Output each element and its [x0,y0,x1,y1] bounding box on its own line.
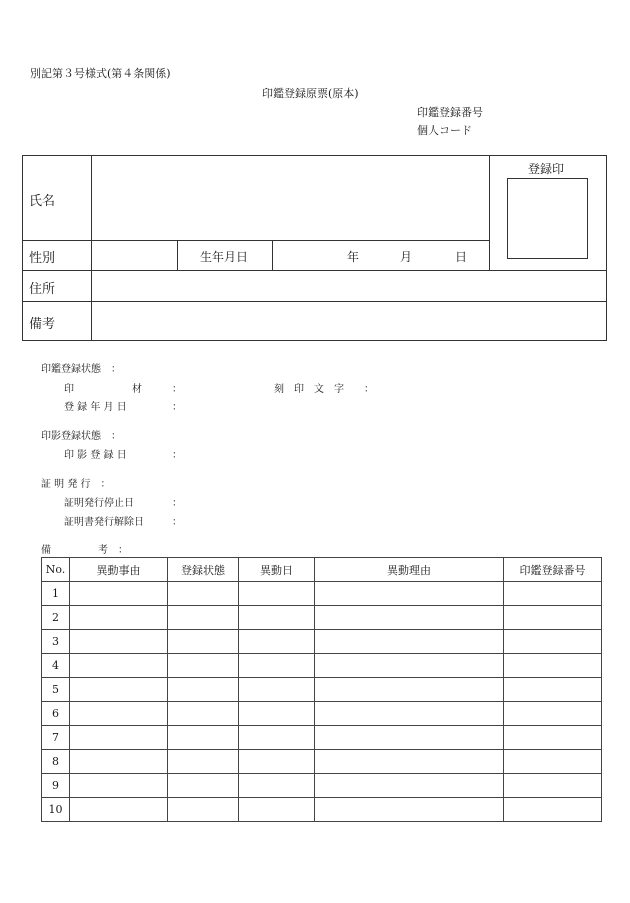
row-number: 4 [42,654,70,678]
seal-status-heading: 印鑑登録状態 ： [41,364,121,375]
table-cell[interactable] [70,726,168,750]
registration-date-colon: ： [172,402,182,413]
table-cell[interactable] [70,702,168,726]
table-cell[interactable] [315,702,504,726]
registration-form [22,155,607,341]
table-cell[interactable] [168,582,239,606]
certificate-stop-label: 証明発行停止日 [64,498,134,509]
table-cell[interactable] [315,798,504,822]
table-cell[interactable] [315,750,504,774]
table-cell[interactable] [168,726,239,750]
table-cell[interactable] [239,630,315,654]
row-number: 7 [42,726,70,750]
table-body [42,582,602,822]
table-row [42,702,602,726]
table-cell[interactable] [239,606,315,630]
table-cell[interactable] [70,630,168,654]
seal-box [507,178,588,259]
table-cell[interactable] [315,606,504,630]
table-cell[interactable] [504,654,602,678]
table-cell[interactable] [168,678,239,702]
table-cell[interactable] [239,582,315,606]
row-number: 1 [42,582,70,606]
table-cell[interactable] [168,630,239,654]
table-cell[interactable] [168,750,239,774]
address-field[interactable] [92,271,606,301]
row-number: 2 [42,606,70,630]
column-header-reason-type: 異動事由 [70,558,168,582]
table-cell[interactable] [504,726,602,750]
table-cell[interactable] [315,654,504,678]
impression-status-heading: 印影登録状態 ： [41,431,121,442]
row-number: 5 [42,678,70,702]
certificate-release-colon: ： [172,517,182,528]
table-cell[interactable] [239,798,315,822]
change-history-table [41,557,602,822]
table-cell[interactable] [239,654,315,678]
column-header-reason: 異動理由 [315,558,504,582]
table-cell[interactable] [504,750,602,774]
year-label: 年 [347,250,360,264]
table-row [42,678,602,702]
table-row [42,726,602,750]
form-reference: 別記第３号様式(第４条関係) [30,67,171,80]
table-cell[interactable] [239,750,315,774]
row-number: 10 [42,798,70,822]
remarks-field[interactable] [92,302,606,340]
address-label: 住所 [29,282,56,297]
table-cell[interactable] [504,678,602,702]
certificate-heading: 証 明 発 行 ： [41,479,111,490]
table-cell[interactable] [168,774,239,798]
registration-date-label: 登 録 年 月 日 [64,402,127,413]
table-header-row [42,558,602,582]
table-cell[interactable] [70,654,168,678]
row-number: 6 [42,702,70,726]
table-row [42,774,602,798]
row-number: 3 [42,630,70,654]
personal-code-label: 個人コード [417,124,472,137]
table-cell[interactable] [168,654,239,678]
table-cell[interactable] [70,798,168,822]
impression-date-colon: ： [172,450,182,461]
table-row [42,798,602,822]
month-label: 月 [400,250,413,264]
page-title: 印鑑登録原票(原本) [262,87,359,100]
table-cell[interactable] [70,678,168,702]
impression-date-label: 印 影 登 録 日 [64,450,127,461]
table-cell[interactable] [70,582,168,606]
table-cell[interactable] [239,726,315,750]
table-cell[interactable] [504,702,602,726]
registered-seal-label: 登録印 [528,162,565,176]
table-row [42,630,602,654]
material-label-1: 印 [64,384,74,395]
table-cell[interactable] [315,774,504,798]
table-cell[interactable] [315,678,504,702]
table-cell[interactable] [168,606,239,630]
sex-label: 性別 [29,251,56,266]
column-header-status: 登録状態 [168,558,239,582]
table-cell[interactable] [315,630,504,654]
table-cell[interactable] [504,582,602,606]
table-cell[interactable] [168,798,239,822]
name-label: 氏名 [29,194,56,209]
column-header-no: No. [42,558,70,582]
table-cell[interactable] [239,774,315,798]
material-colon: ： [172,384,182,395]
engraving-label: 刻 印 文 字 ： [274,384,374,395]
birth-date-label: 生年月日 [200,250,249,264]
day-label: 日 [455,250,468,264]
material-label-2: 材 [132,384,142,395]
certificate-stop-colon: ： [172,498,182,509]
certificate-release-label: 証明書発行解除日 [64,517,144,528]
sex-field[interactable] [92,241,176,270]
table-row [42,654,602,678]
remarks-heading-1: 備 [41,545,51,556]
name-field[interactable] [92,156,488,240]
table-cell[interactable] [168,702,239,726]
row-number: 9 [42,774,70,798]
remarks-label: 備考 [29,317,56,332]
table-row [42,582,602,606]
table-cell[interactable] [504,606,602,630]
table-row [42,750,602,774]
table-cell[interactable] [504,630,602,654]
column-header-seal-number: 印鑑登録番号 [504,558,602,582]
table-cell[interactable] [70,606,168,630]
table-cell[interactable] [315,582,504,606]
remarks-heading-2: 考 ： [98,545,128,556]
column-header-date: 異動日 [239,558,315,582]
table-cell[interactable] [239,702,315,726]
table-cell[interactable] [239,678,315,702]
table-cell[interactable] [70,774,168,798]
row-number: 8 [42,750,70,774]
table-cell[interactable] [70,750,168,774]
table-row [42,606,602,630]
registration-number-label: 印鑑登録番号 [417,106,483,119]
table-cell[interactable] [504,798,602,822]
table-cell[interactable] [315,726,504,750]
table-cell[interactable] [504,774,602,798]
